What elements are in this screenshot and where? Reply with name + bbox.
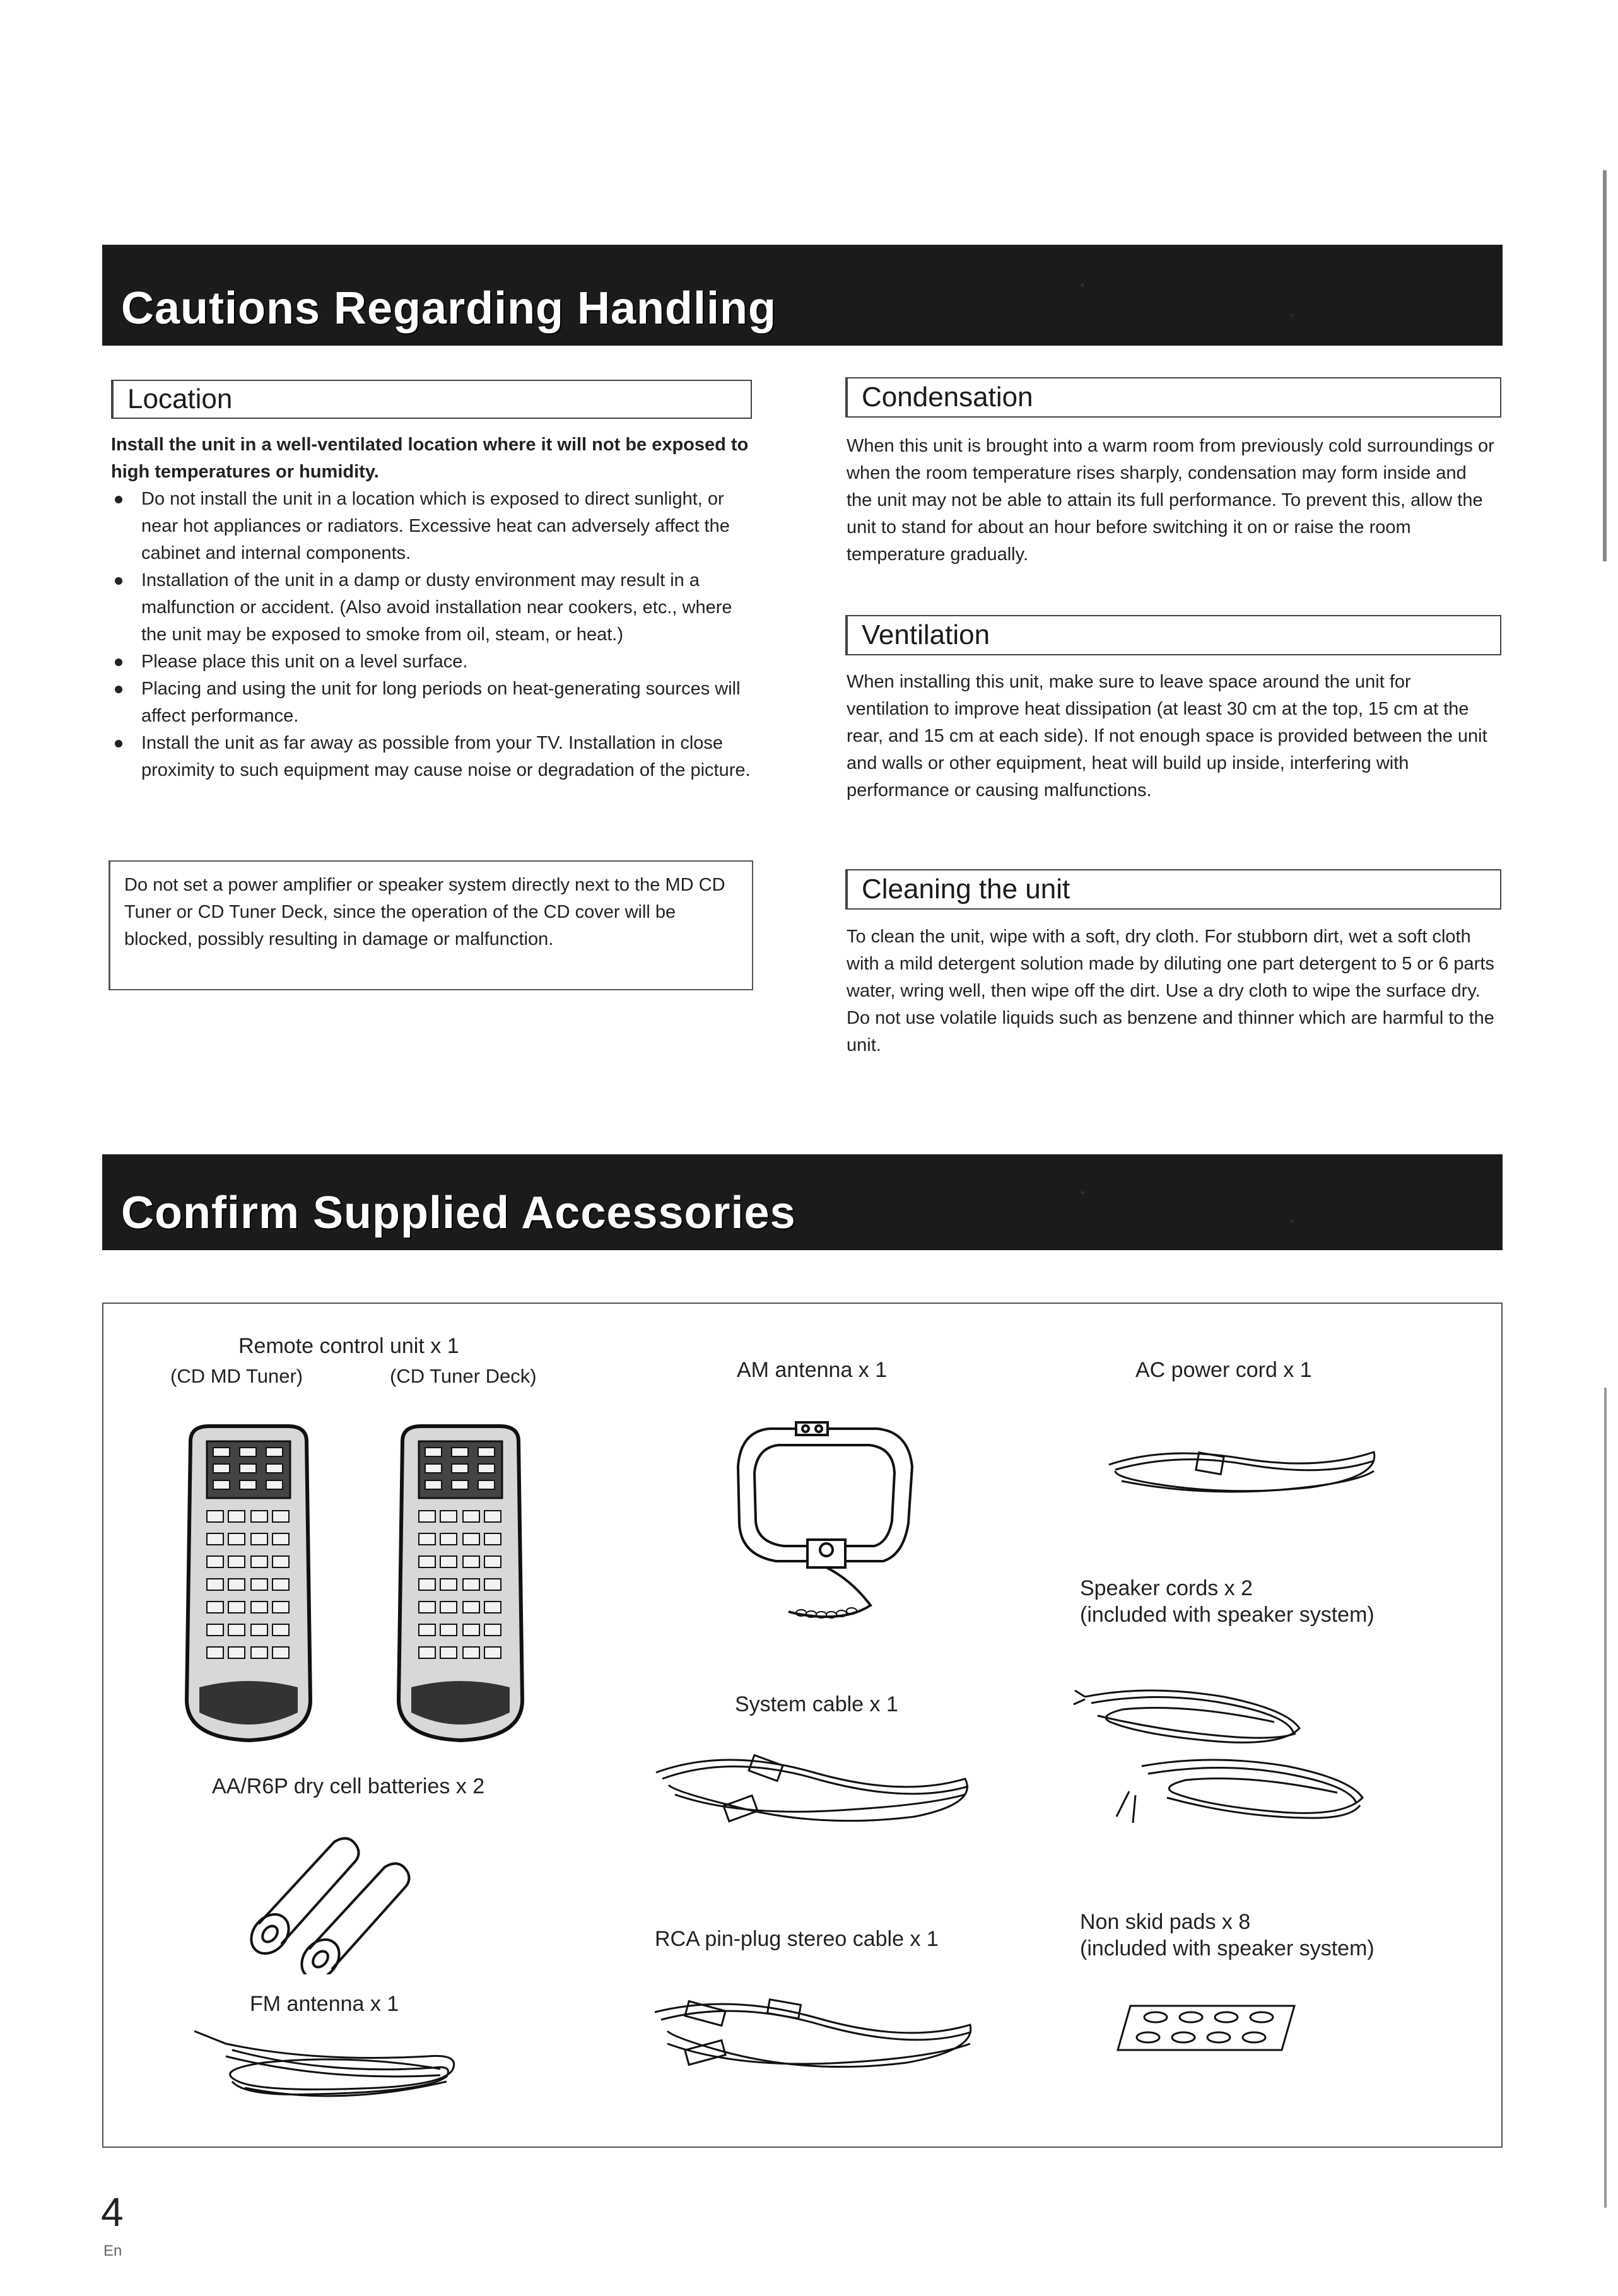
location-bullet: Please place this unit on a level surface. bbox=[111, 648, 757, 676]
remote-control-b-icon bbox=[390, 1422, 531, 1744]
location-bullets bbox=[111, 486, 757, 784]
location-bullet: Placing and using the unit for long periods on heat-generating sources will affect performance. bbox=[111, 676, 757, 730]
fm-antenna-icon bbox=[188, 2018, 472, 2113]
remote-variant-a: (CD MD Tuner) bbox=[170, 1365, 303, 1387]
location-title: Location bbox=[127, 384, 233, 414]
cleaning-title: Cleaning the unit bbox=[862, 874, 1070, 905]
ventilation-body: When installing this unit, make sure to leave space around the unit for ventilation to improve heat dissipation (at least 30 cm at the top, 15 cm at the rear, and 15 cm at each side). If not enough space is provided between the unit and walls or other equipment, heat will build up inside, interfering with performance or causing malfunctions. bbox=[847, 672, 1487, 800]
location-title-box bbox=[111, 380, 752, 419]
speaker-cords-label: Speaker cords x 2 bbox=[1080, 1576, 1253, 1600]
remote-variant-b: (CD Tuner Deck) bbox=[390, 1365, 537, 1387]
location-bullet: Do not install the unit in a location which is exposed to direct sunlight, or near hot appliances or radiators. Excessive heat can adversely affect the cabinet and internal components. bbox=[111, 486, 757, 567]
ac-cord-icon bbox=[1103, 1433, 1380, 1502]
speaker-cords-note: (included with speaker system) bbox=[1080, 1603, 1375, 1627]
language-code: En bbox=[103, 2242, 122, 2259]
system-cable-label: System cable x 1 bbox=[735, 1692, 898, 1716]
scan-edge bbox=[1604, 1388, 1607, 2208]
ventilation-title: Ventilation bbox=[862, 619, 990, 650]
remote-control-a-icon bbox=[178, 1422, 319, 1744]
cleaning-title-box bbox=[845, 869, 1501, 910]
non-skid-pads-icon bbox=[1105, 2000, 1307, 2056]
location-note-text: Do not set a power amplifier or speaker system directly next to the MD CD Tuner or CD Tuner Deck, since the operation of the CD cover will be blocked, possibly resulting in damage or malfunction. bbox=[124, 875, 725, 949]
cautions-banner bbox=[102, 245, 1503, 346]
page-number: 4 bbox=[101, 2189, 124, 2235]
condensation-title-box bbox=[845, 377, 1501, 418]
pads-label: Non skid pads x 8 bbox=[1080, 1910, 1251, 1934]
scan-edge bbox=[1603, 170, 1607, 561]
am-antenna-label: AM antenna x 1 bbox=[737, 1358, 888, 1382]
location-bullet: Installation of the unit in a damp or dusty environment may result in a malfunction or accident. (Also avoid installation near cookers, etc., where the unit may be exposed to smoke from oil, steam, or heat.) bbox=[111, 567, 757, 648]
rca-cable-icon bbox=[642, 1974, 983, 2088]
remote-label: Remote control unit x 1 bbox=[238, 1334, 459, 1358]
condensation-body: When this unit is brought into a warm room from previously cold surroundings or when the room temperature rises sharply, condensation may form inside and the unit may not be able to attain its full performance. To prevent this, allow the unit to stand for about an hour before switching it on or raise the room temperature gradually. bbox=[847, 436, 1494, 565]
accessories-banner bbox=[102, 1154, 1503, 1250]
pads-note: (included with speaker system) bbox=[1080, 1936, 1375, 1960]
cleaning-body: To clean the unit, wipe with a soft, dry cloth. For stubborn dirt, wet a soft cloth with a mild detergent solution made by diluting one part detergent to 5 or 6 parts water, wring well, then wipe off the dirt. Use a dry cloth to wipe the surface dry. Do not use volatile liquids such as benzene and thinner which are harmful to the unit. bbox=[847, 927, 1494, 1055]
system-cable-icon bbox=[650, 1735, 978, 1836]
location-note bbox=[108, 860, 753, 990]
ventilation-title-box bbox=[845, 615, 1501, 655]
batteries-label: AA/R6P dry cell batteries x 2 bbox=[212, 1774, 485, 1798]
fm-antenna-label: FM antenna x 1 bbox=[250, 1992, 399, 2016]
condensation-title: Condensation bbox=[862, 382, 1033, 413]
accessories-banner-title: Confirm Supplied Accessories bbox=[121, 1188, 796, 1238]
cautions-banner-title: Cautions Regarding Handling bbox=[121, 283, 777, 334]
ac-cord-label: AC power cord x 1 bbox=[1135, 1358, 1312, 1382]
location-lead: Install the unit in a well-ventilated location where it will not be exposed to high temperatures or humidity. bbox=[111, 435, 749, 482]
am-antenna-icon bbox=[725, 1416, 934, 1624]
location-bullet: Install the unit as far away as possible from your TV. Installation in close proximity to such equipment may cause noise or degradation of the picture. bbox=[111, 730, 757, 784]
rca-cable-label: RCA pin-plug stereo cable x 1 bbox=[655, 1927, 939, 1951]
batteries-icon bbox=[233, 1829, 442, 1974]
location-section bbox=[111, 431, 757, 784]
speaker-cords-icon bbox=[1072, 1672, 1388, 1854]
